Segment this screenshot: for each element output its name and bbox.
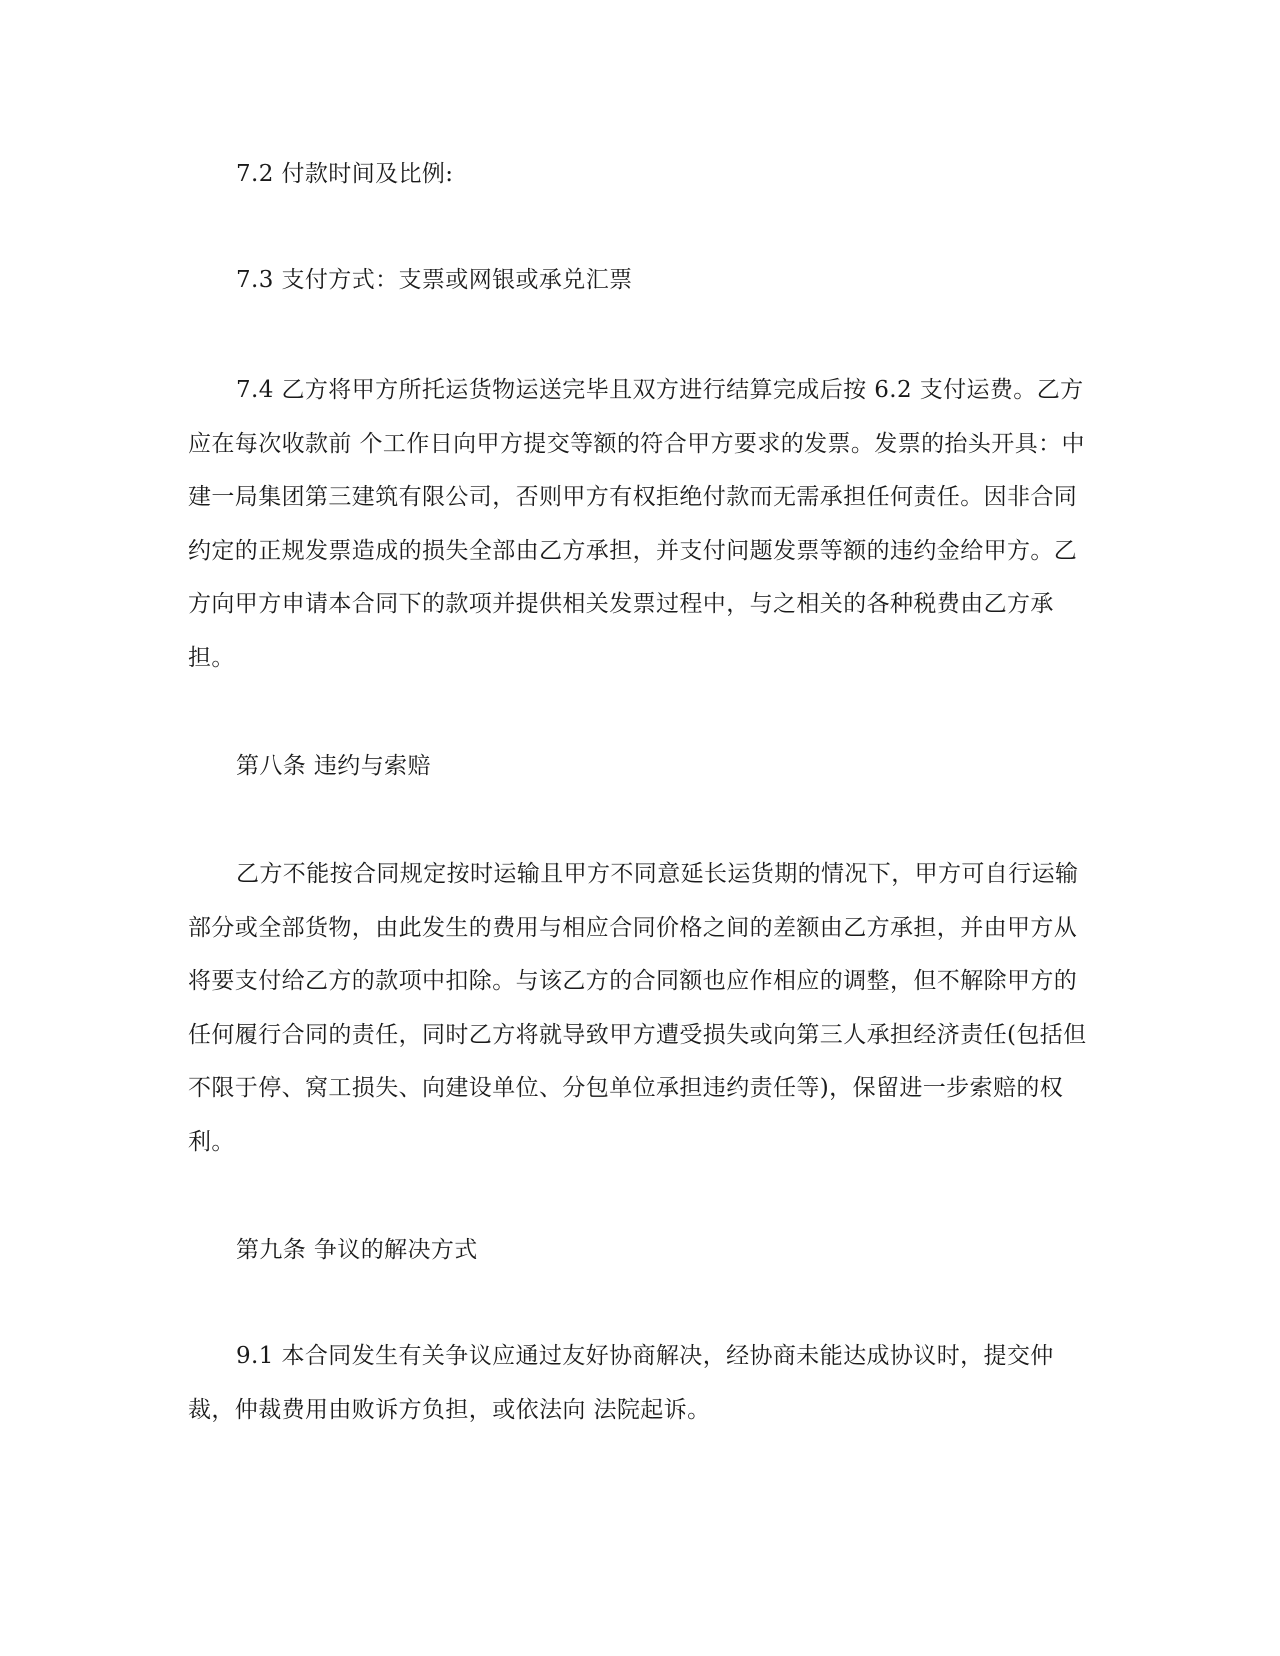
clause-7-4-paragraph: 7.4 乙方将甲方所托运货物运送完毕且双方进行结算完成后按 6.2 支付运费。乙方应在每次收款前 个工作日向甲方提交等额的符合甲方要求的发票。发票的抬头开具：中建一局集团第三建筑有限公司，否则甲方有权拒绝付款而无需承担任何责任。因非合同约定的正规发票造成的损失全部由乙方承担，并支付问题发票等额的违约金给甲方。乙方向甲方申请本合同下的款项并提供相关发票过程中，与之相关的各种税费由乙方承担。	[188, 377, 1085, 671]
article-9-heading: 第九条 争议的解决方式	[236, 1237, 478, 1263]
clause-9-1-paragraph: 9.1 本合同发生有关争议应通过友好协商解决，经协商未能达成协议时，提交仲裁，仲裁费用由败诉方负担，或依法向 法院起诉。	[188, 1343, 1054, 1423]
article-8-body-paragraph: 乙方不能按合同规定按时运输且甲方不同意延长运货期的情况下，甲方可自行运输部分或全部货物，由此发生的费用与相应合同价格之间的差额由乙方承担，并由甲方从将要支付给乙方的款项中扣除。与该乙方的合同额也应作相应的调整，但不解除甲方的任何履行合同的责任，同时乙方将就导致甲方遭受损失或向第三人承担经济责任(包括但不限于停、窝工损失、向建设单位、分包单位承担违约责任等)，保留进一步索赔的权利。	[188, 861, 1087, 1155]
clause-7-3-paragraph: 7.3 支付方式：支票或网银或承兑汇票	[236, 267, 633, 293]
article-8-heading: 第八条 违约与索赔	[236, 753, 431, 779]
clause-7-2-paragraph: 7.2 付款时间及比例:	[236, 161, 454, 187]
